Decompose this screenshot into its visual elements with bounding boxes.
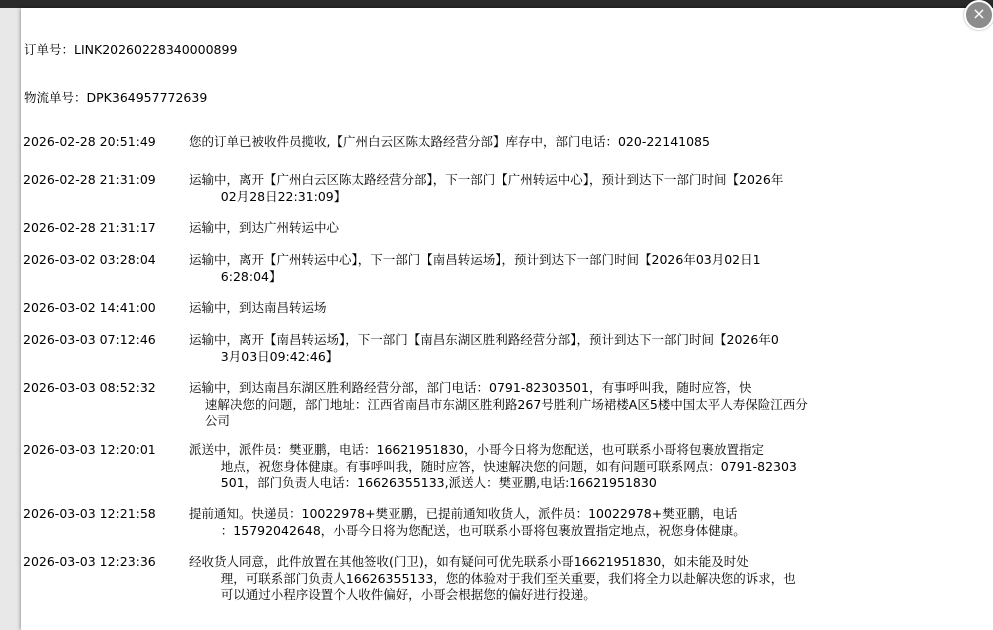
tracking-description: 经收货人同意，此件放置在其他签收(门卫)，如有疑问可优先联系小哥16621951830，如未能及时处 理，可联系部门负责人16626355133，您的体验对于我们至关重要，我们将全力以赴解决您的诉求，也 可以通过小程序设置个人收件偏好，小哥会根据您的偏好进行投递。	[189, 554, 796, 602]
tracking-row	[23, 300, 988, 317]
tracking-row	[23, 252, 988, 285]
tracking-time: 2026-02-28 21:31:17	[23, 220, 156, 235]
tracking-time: 2026-03-03 07:12:46	[23, 332, 156, 347]
tracking-description: 运输中，离开【广州转运中心】，下一部门【南昌转运场】，预计到达下一部门时间【2026年03月02日1 6:28:04】	[189, 252, 761, 284]
tracking-row	[23, 442, 988, 492]
tracking-description: 运输中，到达广州转运中心	[189, 220, 340, 235]
tracking-time: 2026-03-03 12:21:58	[23, 506, 156, 521]
tracking-row	[23, 554, 988, 604]
tracking-time: 2026-03-02 03:28:04	[23, 252, 156, 267]
background-top-bar	[0, 0, 993, 8]
tracking-description: 运输中，离开【南昌转运场】，下一部门【南昌东湖区胜利路经营分部】，预计到达下一部门时间【2026年0 3月03日09:42:46】	[189, 332, 779, 364]
close-icon[interactable]: ×	[964, 0, 993, 30]
tracking-time: 2026-03-02 14:41:00	[23, 300, 156, 315]
logistics-number: 物流单号：DPK364957772639	[24, 90, 208, 105]
tracking-row	[23, 220, 988, 237]
logistics-tracking-dialog	[21, 8, 993, 630]
tracking-description: 提前通知。快递员：10022978+樊亚鹏，已提前通知收货人，派件员：10022978+樊亚鹏，电话 ：15792042648，小哥今日将为您配送，也可联系小哥将包裹放置指定地点，祝您身体健康。	[189, 506, 746, 538]
tracking-description: 您的订单已被收件员揽收,【广州白云区陈太路经营分部】库存中，部门电话：020-22141085	[189, 134, 710, 149]
tracking-description: 派送中，派件员：樊亚鹏，电话：16621951830，小哥今日将为您配送，也可联系小哥将包裹放置指定 地点，祝您身体健康。有事呼叫我，随时应答，快速解决您的问题，如有问题可联系网点：0791-82303 501，部门负责人电话：16626355133,派送人：樊亚鹏,电话:16621951830	[189, 442, 797, 490]
tracking-row	[23, 380, 988, 430]
tracking-row	[23, 332, 988, 365]
tracking-time: 2026-03-03 12:20:01	[23, 442, 156, 457]
tracking-description: 运输中，到达南昌东湖区胜利路经营分部，部门电话：0791-82303501，有事呼叫我，随时应答，快 速解决您的问题，部门地址：江西省南昌市东湖区胜利路267号胜利广场裙楼A区5楼中国太平人寿保险江西分 公司	[189, 380, 808, 428]
tracking-time: 2026-03-03 08:52:32	[23, 380, 156, 395]
tracking-row	[23, 172, 988, 205]
tracking-description: 运输中，离开【广州白云区陈太路经营分部】，下一部门【广州转运中心】，预计到达下一部门时间【2026年 02月28日22:31:09】	[189, 172, 784, 204]
tracking-time: 2026-02-28 20:51:49	[23, 134, 156, 149]
order-number: 订单号：LINK20260228340000899	[24, 42, 238, 57]
tracking-row	[23, 134, 988, 151]
background-page-edge	[0, 0, 23, 630]
tracking-row	[23, 506, 988, 539]
tracking-time: 2026-02-28 21:31:09	[23, 172, 156, 187]
tracking-description: 运输中，到达南昌转运场	[189, 300, 327, 315]
tracking-time: 2026-03-03 12:23:36	[23, 554, 156, 569]
